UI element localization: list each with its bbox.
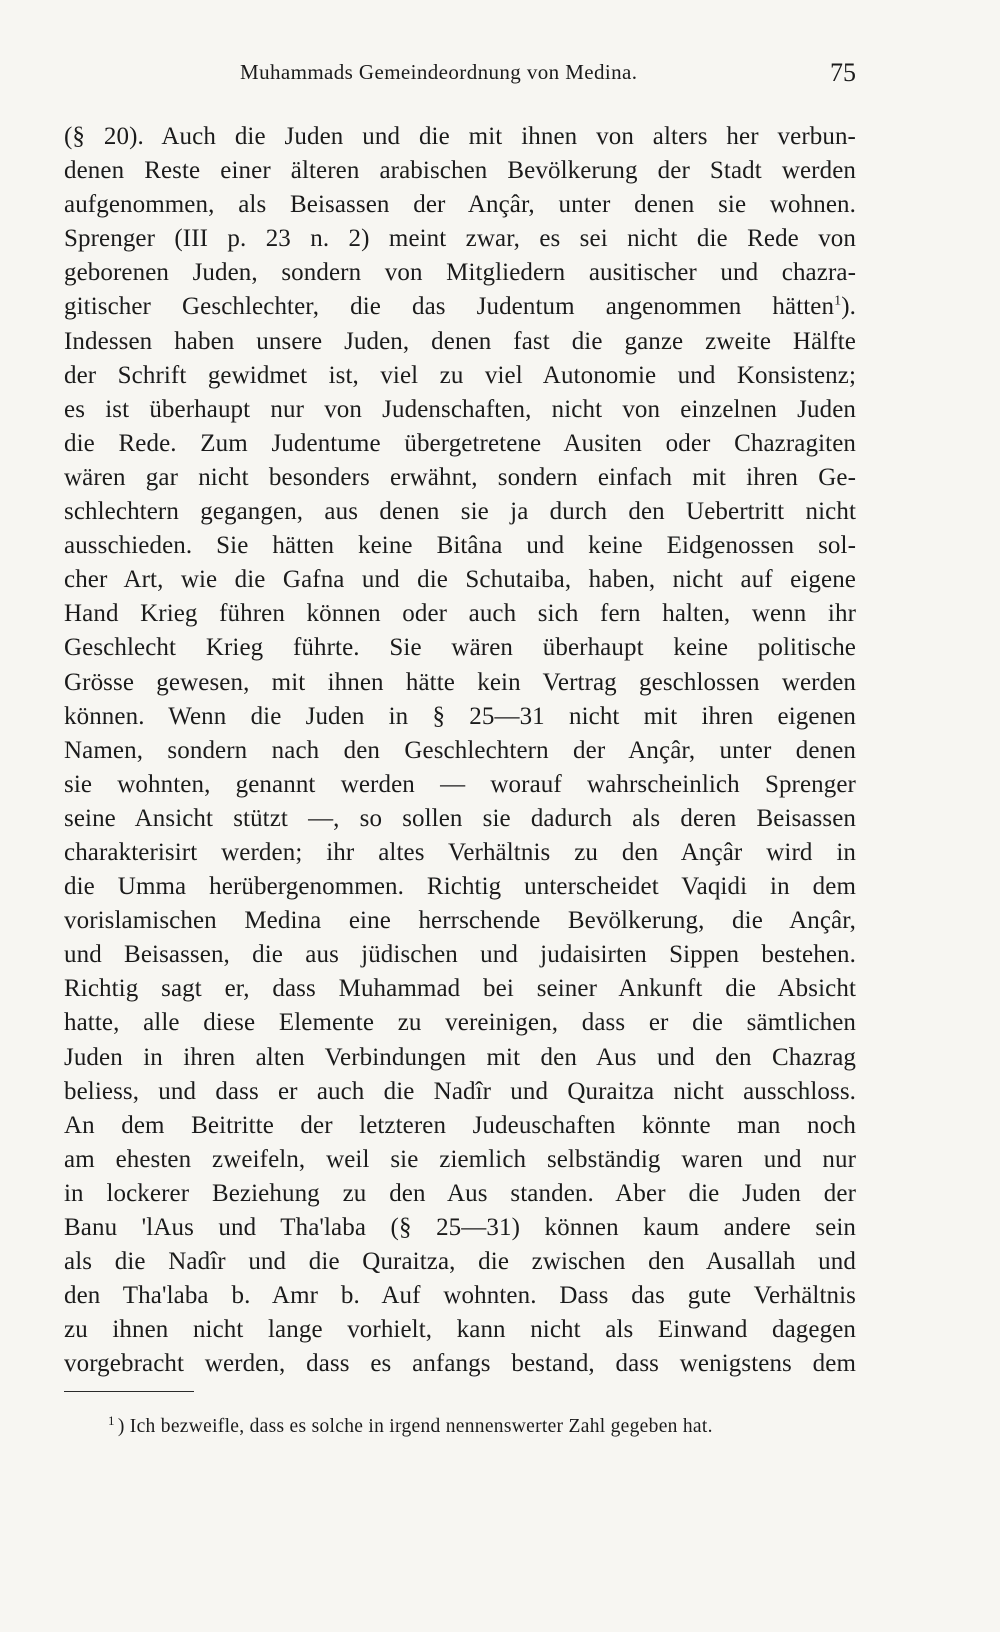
footnote-reference: 1 [834, 294, 842, 310]
text-line: zu ihnen nicht lange vorhielt, kann nicht als Einwand dagegen [64, 1316, 856, 1344]
text-line: vorgebracht werden, dass es anfangs bestand, dass wenigstens dem [64, 1350, 856, 1378]
text-line: hatte, alle diese Elemente zu vereinigen, dass er die sämtlichen [64, 1009, 856, 1037]
body-text [64, 120, 856, 1381]
text-line: Sprenger (III p. 23 n. 2) meint zwar, es sei nicht die Rede von [64, 225, 856, 253]
text-line: An dem Beitritte der letzteren Judeuschaften könnte man noch [64, 1111, 856, 1139]
text-line: Richtig sagt er, dass Muhammad bei seiner Ankunft die Absicht [64, 975, 856, 1003]
footnote-text: Ich bezweifle, dass es solche in irgend nennenswerter Zahl gegeben hat. [129, 1416, 713, 1437]
footnote [108, 1414, 856, 1440]
text-line: am ehesten zweifeln, weil sie ziemlich selbständig waren und nur [64, 1145, 856, 1173]
footnote-divider [64, 1391, 194, 1392]
text-line: Geschlecht Krieg führte. Sie wären überhaupt keine politische [64, 634, 856, 662]
text-line: den Tha'laba b. Amr b. Auf wohnten. Dass das gute Verhältnis [64, 1282, 856, 1310]
text-line: Juden in ihren alten Verbindungen mit den Aus und den Chazrag [64, 1043, 856, 1071]
text-line: in lockerer Beziehung zu den Aus standen. Aber die Juden der [64, 1179, 856, 1207]
running-title: Muhammads Gemeindeordnung von Medina. [240, 60, 638, 84]
text-line: die Umma herübergenommen. Richtig unterscheidet Vaqidi in dem [64, 873, 856, 901]
text-line: es ist überhaupt nur von Judenschaften, nicht von einzelnen Juden [64, 395, 856, 423]
text-line: sie wohnten, genannt werden — worauf wahrscheinlich Sprenger [64, 770, 856, 798]
text-line-segment: gitischer Geschlechter, die das Judentum angenommen hätten [64, 293, 835, 321]
text-line: die Rede. Zum Judentume übergetretene Ausiten oder Chazragiten [64, 429, 856, 457]
footnote-mark-tail: ) [117, 1416, 125, 1437]
text-line: geborenen Juden, sondern von Mitgliedern ausitischer und chazra- [64, 259, 856, 287]
text-line: vorislamischen Medina eine herrschende Bevölkerung, die Ançâr, [64, 907, 856, 935]
text-line: charakterisirt werden; ihr altes Verhältnis zu den Ançâr wird in [64, 838, 856, 866]
text-line: und Beisassen, die aus jüdischen und judaisirten Sippen bestehen. [64, 941, 856, 969]
text-line: der Schrift gewidmet ist, viel zu viel Autonomie und Konsistenz; [64, 361, 856, 389]
text-line: Banu 'lAus und Tha'laba (§ 25—31) können kaum andere sein [64, 1214, 856, 1241]
footnote-mark: 1 [108, 1412, 115, 1428]
text-line: cher Art, wie die Gafna und die Schutaiba, haben, nicht auf eigene [64, 566, 856, 594]
text-line: ausschieden. Sie hätten keine Bitâna und keine Eidgenossen sol- [64, 532, 856, 560]
text-line: denen Reste einer älteren arabischen Bevölkerung der Stadt werden [64, 157, 856, 185]
text-line: Namen, sondern nach den Geschlechtern der Ançâr, unter denen [64, 736, 856, 764]
text-line: schlechtern gegangen, aus denen sie ja durch den Uebertritt nicht [64, 498, 856, 526]
text-line: Grösse gewesen, mit ihnen hätte kein Vertrag geschlossen werden [64, 668, 856, 696]
text-line: Hand Krieg führen können oder auch sich fern halten, wenn ihr [64, 600, 856, 628]
text-line: seine Ansicht stützt —, so sollen sie dadurch als deren Beisassen [64, 804, 856, 832]
text-line: aufgenommen, als Beisassen der Ançâr, unter denen sie wohnen. [64, 191, 856, 219]
running-head [64, 60, 856, 96]
text-line: können. Wenn die Juden in § 25—31 nicht mit ihren eigenen [64, 702, 856, 730]
page-number: 75 [830, 58, 856, 87]
text-line-with-footnote-ref [64, 290, 856, 324]
text-line: als die Nadîr und die Quraitza, die zwischen den Ausallah und [64, 1248, 856, 1276]
text-line: Indessen haben unsere Juden, denen fast die ganze zweite Hälfte [64, 327, 856, 355]
text-line: (§ 20). Auch die Juden und die mit ihnen von alters her verbun- [64, 123, 856, 150]
footnote-reference-tail: ). [841, 293, 856, 321]
text-line: wären gar nicht besonders erwähnt, sondern einfach mit ihren Ge- [64, 463, 856, 491]
text-line: beliess, und dass er auch die Nadîr und Quraitza nicht ausschloss. [64, 1077, 856, 1105]
